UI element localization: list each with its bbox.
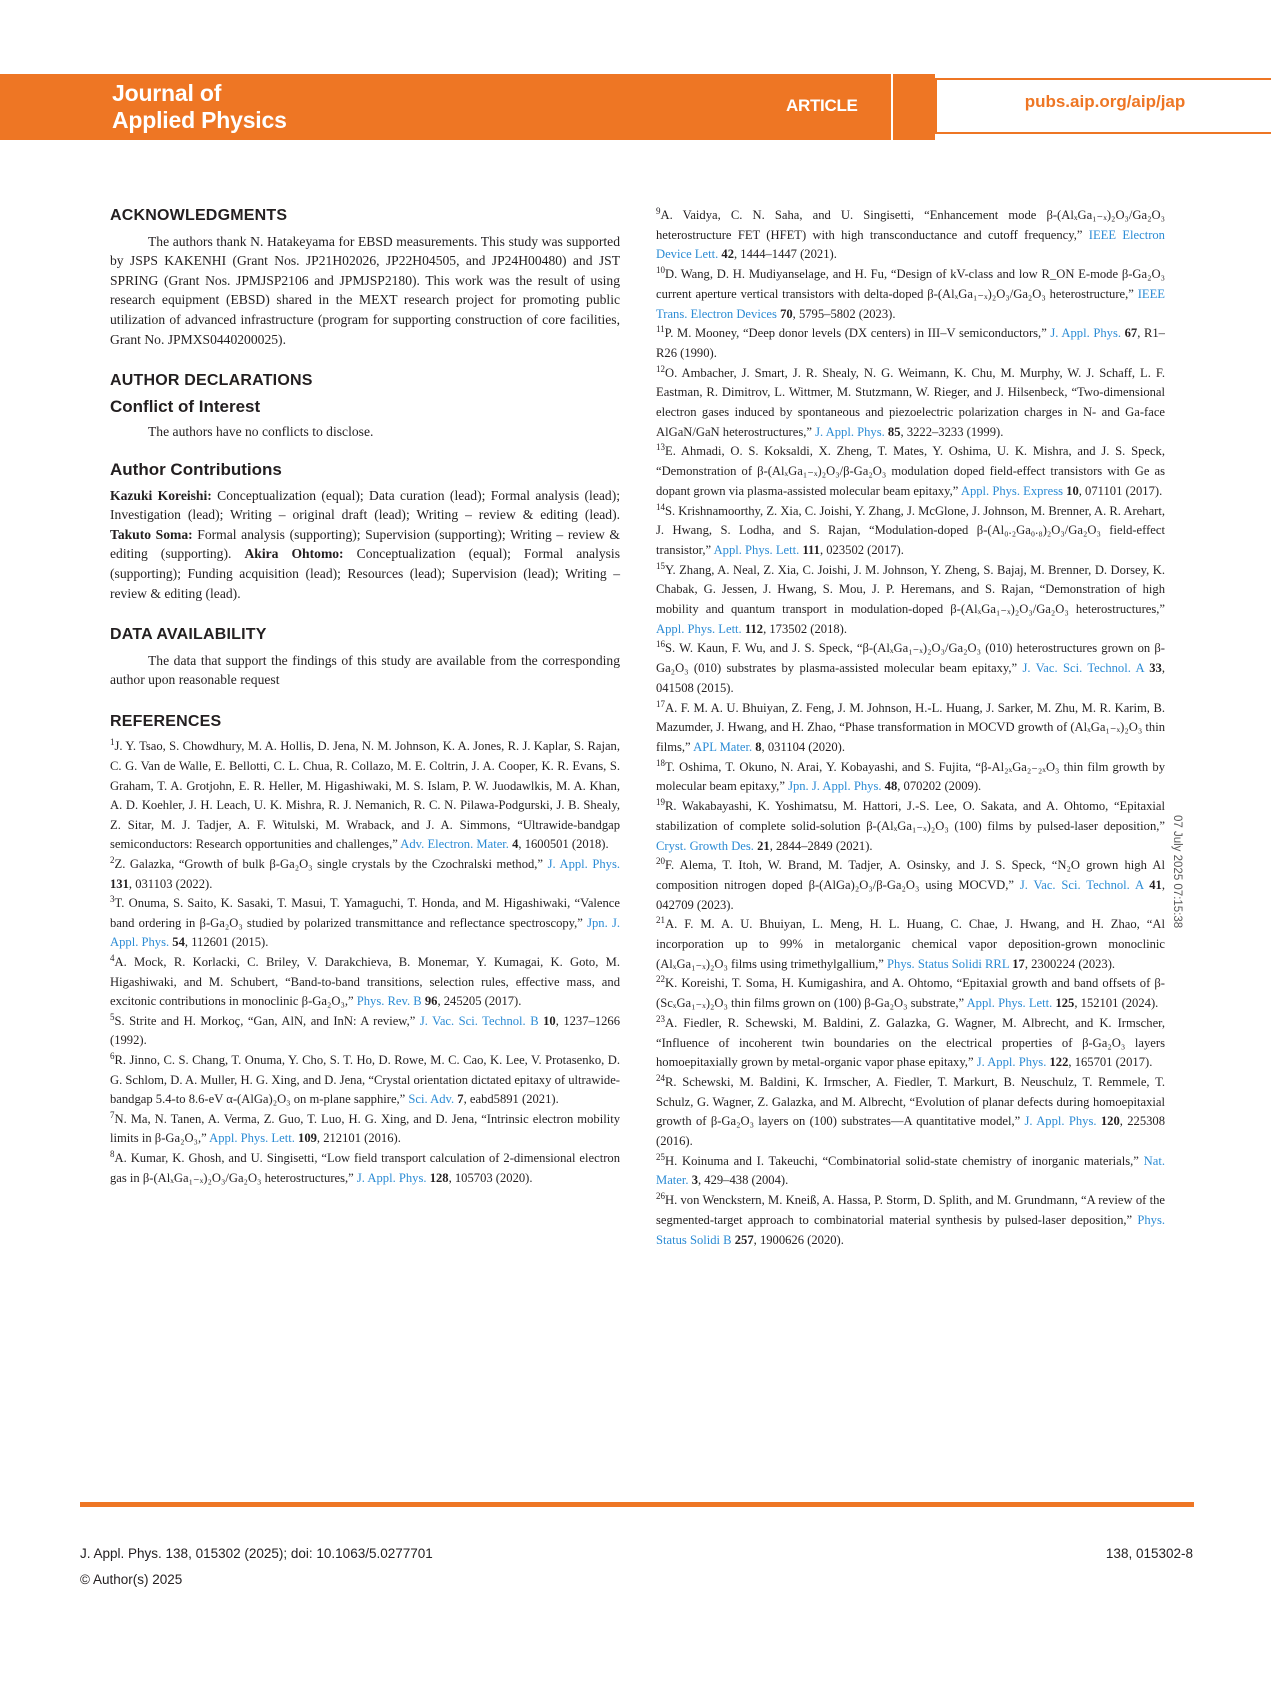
reference-item [656,1191,1165,1250]
footer-rule [80,1502,1194,1507]
reference-journal-link[interactable]: IEEE Trans. Electron Devices [656,286,1165,321]
reference-number: 12 [656,363,665,374]
reference-journal-link[interactable]: IEEE Electron Device Lett. [656,227,1165,262]
reference-pages-year: , 112601 (2015). [184,935,269,950]
reference-number: 18 [656,757,665,768]
reference-volume: 54 [172,935,185,950]
reference-item [656,1152,1165,1191]
reference-pages-year: , 1600501 (2018). [518,837,609,852]
reference-journal-link[interactable]: Phys. Rev. B [356,994,422,1009]
reference-volume: 128 [429,1170,449,1185]
reference-number: 14 [656,501,665,512]
reference-pages-year: , 105703 (2020). [448,1170,533,1185]
reference-volume: 7 [457,1092,464,1107]
reference-item [656,1014,1165,1073]
reference-pages-year: , 023502 (2017). [819,542,904,557]
reference-text: H. Koinuma and I. Takeuchi, “Combinatorial solid-state chemistry of inorganic materials,” [665,1153,1144,1168]
reference-text: E. Ahmadi, O. S. Koksaldi, X. Zheng, T. Mates, Y. Oshima, U. K. Mishra, and J. S. Speck, “Demonstration of β-(AlₓGa₁₋ₓ)₂O₃/β-Ga₂O₃ modulation doped field-effect transistors with Ge as dopant grown via plasma-assisted molecular beam epitaxy,” [656,444,1165,498]
data-availability-heading: DATA AVAILABILITY [110,626,267,644]
contributor-roles: Formal analysis (supporting); Supervision (supporting); Writing – review & editing (supporting). [110,526,620,562]
reference-number: 15 [656,560,665,571]
reference-text: F. Alema, T. Itoh, W. Brand, M. Tadjer, A. Osinsky, and J. S. Speck, “N₂O grown high Al composition nitrogen doped β-(AlGa)₂O₃/β-Ga₂O₃ using MOCVD,” [656,858,1165,892]
reference-pages-year: , 070202 (2009). [897,779,982,794]
reference-number: 23 [656,1013,665,1024]
journal-name [112,80,287,134]
journal-name-line2: Applied Physics [112,107,287,133]
reference-item [110,855,620,894]
reference-pages-year: , 173502 (2018). [763,621,848,636]
reference-pages-year: , 429–438 (2004). [697,1173,789,1188]
reference-item [656,364,1165,443]
reference-pages-year: , eabd5891 (2021). [463,1092,559,1107]
reference-item [110,894,620,953]
reference-item [656,206,1165,265]
reference-journal-link[interactable]: J. Appl. Phys. [356,1170,427,1185]
left-column [110,206,620,1188]
reference-journal-link[interactable]: Appl. Phys. Lett. [209,1131,295,1146]
journal-url-box[interactable] [935,74,1275,140]
reference-text: P. M. Mooney, “Deep donor levels (DX centers) in III–V semiconductors,” [664,326,1051,341]
reference-number: 20 [656,856,665,867]
reference-text: A. F. M. A. U. Bhuiyan, Z. Feng, J. M. Johnson, H.-L. Huang, J. Sarker, M. Zhu, M. R. Karim, B. Mazumder, J. Hwang, and H. Zhao, “Phase transformation in MOCVD growth of (AlₓGa₁₋ₓ)₂O₃ thin films,” [656,700,1165,754]
conflict-of-interest-text: The authors have no conflicts to disclose. [148,424,374,440]
reference-volume: 10 [543,1013,556,1028]
reference-item [656,797,1165,856]
reference-volume: 70 [780,306,793,321]
acknowledgments-text: The authors thank N. Hatakeyama for EBSD measurements. This study was supported by JSPS KAKENHI (Grant Nos. JP21H02026, JP22H04505, and JP24H00480) and JST SPRING (Grant Nos. JPMJSP2106 and JPMJSP2180). This work was the result of using research equipment (EBSD) shared in the MEXT research project for promoting public utilization of advanced infrastructure (program for supporting construction of core facilities, Grant No. JPMXS0440200025). [110,233,620,347]
footer-page-number: 138, 015302-8 [1105,1546,1193,1561]
reference-text: T. Oshima, T. Okuno, N. Arai, Y. Kobayashi, and S. Fujita, “β-Al₂ₓGa₂₋₂ₓO₃ thin film growth by molecular beam epitaxy,” [656,759,1165,794]
reference-pages-year: , 1237–1266 (1992). [110,1013,620,1048]
author-declarations-heading: AUTHOR DECLARATIONS [110,372,313,390]
reference-item [656,758,1165,797]
reference-volume: 21 [757,838,770,853]
contributor-name: Akira Ohtomo: [244,546,344,562]
reference-number: 1 [110,737,115,748]
reference-journal-link[interactable]: Phys. Status Solidi B [656,1212,1165,1247]
reference-number: 17 [656,698,665,709]
reference-volume: 10 [1066,483,1079,498]
reference-text: J. Y. Tsao, S. Chowdhury, M. A. Hollis, D. Jena, N. M. Johnson, K. A. Jones, R. J. Kaplar, S. Rajan, C. G. Van de Walle, E. Bellotti, C. L. Chua, R. Collazo, M. E. Coltrin, J. A. Cooper, K. R. Evans, S. Graham, T. A. Grotjohn, E. R. Heller, M. Higashiwaki, M. S. Islam, P. W. Juodawlkis, M. A. Khan, A. D. Koehler, J. H. Leach, U. K. Mishra, R. J. Nemanich, R. C. N. Pilawa-Podgurski, J. B. Shealy, Z. Sitar, M. J. Tadjer, A. F. Witulski, M. Wraback, and J. A. Simmons, “Ultrawide-bandgap semiconductors: Research opportunities and challenges,” [110,739,620,852]
reference-journal-link[interactable]: J. Vac. Sci. Technol. A [1022,661,1144,676]
author-contributions-heading: Author Contributions [110,459,282,479]
reference-pages-year: , 071101 (2017). [1078,483,1163,498]
reference-number: 13 [656,442,665,453]
reference-item [656,502,1165,561]
reference-text: A. F. M. A. U. Bhuiyan, L. Meng, H. L. Huang, C. Chae, J. Hwang, and H. Zhao, “Al incorporation up to 99% in metalorganic chemical vapor deposition-grown monoclinic (AlₓGa₁₋ₓ)₂O₃ films using trimethylgallium,” [656,917,1165,971]
reference-list-left [110,737,620,1188]
reference-number: 3 [110,894,115,905]
reference-text: N. Ma, N. Tanen, A. Verma, Z. Guo, T. Luo, H. G. Xing, and D. Jena, “Intrinsic electron mobility limits in β-Ga₂O₃,” [110,1111,620,1146]
reference-volume: 48 [884,779,898,794]
reference-text: S. Strite and H. Morkoç, “Gan, AlN, and InN: A review,” [114,1013,420,1028]
reference-number: 4 [110,952,115,963]
reference-journal-link[interactable]: APL Mater. [693,739,753,754]
reference-journal-link[interactable]: Jpn. J. Appl. Phys. [110,915,620,950]
reference-volume: 111 [802,542,820,557]
reference-item [656,324,1165,363]
reference-journal-link[interactable]: J. Appl. Phys. [976,1055,1047,1070]
reference-text: H. von Wenckstern, M. Kneiß, A. Hassa, P. Storm, D. Splith, and M. Grundmann, “A review of the segmented-target approach to combinatorial material synthesis by pulsed-laser deposition,” [656,1193,1165,1227]
contributor-roles: Conceptualization (equal); Formal analysis (supporting); Funding acquisition (lead); Resources (lead); Supervision (lead); Writing – review & editing (lead). [110,546,620,601]
reference-journal-link[interactable]: Appl. Phys. Lett. [966,996,1053,1011]
reference-pages-year: , 031104 (2020). [761,739,846,754]
reference-pages-year: , 165701 (2017). [1068,1055,1153,1070]
references-heading: REFERENCES [110,712,222,730]
reference-item [110,1051,620,1110]
reference-journal-link[interactable]: Appl. Phys. Lett. [713,542,800,557]
reference-volume: 125 [1055,996,1075,1011]
reference-journal-link[interactable]: J. Vac. Sci. Technol. A [1019,877,1144,892]
reference-item [656,1073,1165,1152]
reference-volume: 42 [721,247,734,262]
reference-text: Y. Zhang, A. Neal, Z. Xia, C. Joishi, J. M. Johnson, Y. Zheng, S. Bajaj, M. Brenner, D. Dorsey, K. Chabak, G. Jessen, J. Hwang, S. Mou, J. P. Heremans, and S. Rajan, “Demonstration of high mobility and quantum transport in modulation-doped β-(AlₓGa₁₋ₓ)₂O₃/Ga₂O₃ heterostructures,” [656,562,1165,617]
reference-text: Z. Galazka, “Growth of bulk β-Ga₂O₃ single crystals by the Czochralski method,” [114,857,548,872]
reference-pages-year: , 2300224 (2023). [1024,956,1116,971]
reference-text: O. Ambacher, J. Smart, J. R. Shealy, N. G. Weimann, K. Chu, M. Murphy, W. J. Schaff, L. F. Eastman, R. Dimitrov, L. Wittmer, M. Stutzmann, W. Rieger, and J. Hilsenbeck, “Two-dimensional electron gases induced by spontaneous and piezoelectric polarization charges in N- and Ga-face AlGaN/GaN heterostructures,” [656,365,1165,439]
reference-journal-link[interactable]: J. Appl. Phys. [1050,326,1121,341]
reference-text: A. Vaidya, C. N. Saha, and U. Singisetti, “Enhancement mode β-(AlₓGa₁₋ₓ)₂O₃/Ga₂O₃ heterostructure FET (HFET) with high transconductance and cutoff frequency,” [656,208,1165,242]
reference-number: 10 [656,264,665,275]
reference-item [656,442,1165,501]
reference-item [110,1110,620,1149]
reference-text: S. Krishnamoorthy, Z. Xia, C. Joishi, Y. Zhang, J. McGlone, J. Johnson, M. Brenner, A. R. Arehart, J. Hwang, S. Lodha, and S. Rajan, “Modulation-doped β-(Al₀.₂Ga₀.₈)₂O₃/Ga₂O₃ field-effect transistor,” [656,503,1165,557]
reference-number: 22 [656,974,665,985]
reference-journal-link[interactable]: Appl. Phys. Lett. [656,621,742,636]
conflict-of-interest-heading: Conflict of Interest [110,396,261,416]
reference-journal-link[interactable]: Cryst. Growth Des. [656,838,754,853]
reference-volume: 131 [110,876,129,891]
reference-pages-year: , 225308 (2016). [656,1114,1166,1149]
reference-journal-link[interactable]: J. Appl. Phys. [1024,1114,1097,1129]
right-column [656,206,1165,1250]
reference-item [656,974,1165,1013]
contributor-roles: Conceptualization (equal); Data curation (lead); Formal analysis (lead); Investigation (lead); Writing – original draft (lead); Writing – review & editing (lead). [110,487,620,523]
reference-volume: 33 [1149,661,1162,676]
reference-number: 25 [656,1151,665,1162]
header-divider [891,74,893,140]
reference-item [110,737,620,855]
reference-pages-year: , 041508 (2015). [656,661,1165,695]
reference-number: 24 [656,1072,665,1083]
reference-text: D. Wang, D. H. Mudiyanselage, and H. Fu, “Design of kV-class and low R_ON E-mode β-Ga₂O₃ current aperture vertical transistors with delta-doped β-(AlₓGa₁₋ₓ)₂O₃/Ga₂O₃ heterostructure,” [656,267,1165,301]
reference-number: 9 [656,205,661,216]
reference-number: 2 [110,854,115,865]
reference-text: S. W. Kaun, F. Wu, and J. S. Speck, “β-(AlₓGa₁₋ₓ)₂O₃/Ga₂O₃ (010) heterostructures grown on β-Ga₂O₃ (010) substrates by plasma-assisted molecular beam epitaxy,” [656,641,1165,676]
reference-pages-year: , 245205 (2017). [437,994,522,1009]
download-timestamp [1169,815,1189,945]
reference-volume: 120 [1100,1114,1120,1129]
journal-name-line1: Journal of [112,80,222,106]
reference-text: A. Mock, R. Korlacki, C. Briley, V. Darakchieva, B. Monemar, Y. Kumagai, K. Goto, M. Higashiwaki, and M. Schubert, “Band-to-band transitions, selection rules, effective mass, and excitonic contributions in monoclinic β-Ga₂O₃,” [110,955,620,1009]
reference-volume: 109 [298,1131,317,1146]
reference-pages-year: , 1900626 (2020). [753,1232,844,1247]
reference-pages-year: , 3222–3233 (1999). [900,424,1004,439]
reference-text: A. Kumar, K. Ghosh, and U. Singisetti, “Low field transport calculation of 2-dimensional electron gas in β-(AlₓGa₁₋ₓ)₂O₃/Ga₂O₃ heterostructures,” [110,1150,620,1185]
reference-item [110,953,620,1012]
contributor-name: Kazuki Koreishi: [110,487,212,503]
journal-url-link[interactable]: pubs.aip.org/aip/jap [1024,92,1186,111]
reference-number: 21 [656,915,665,926]
reference-journal-link[interactable]: Phys. Status Solidi RRL [887,956,1010,971]
download-timestamp-text: 07 July 2025 07:15:38 [1171,815,1183,929]
reference-pages-year: , 2844–2849 (2021). [769,838,873,853]
article-type-label: ARTICLE [786,96,858,115]
reference-journal-link[interactable]: Nat. Mater. [656,1153,1165,1188]
reference-pages-year: , 031103 (2022). [128,876,213,891]
reference-item [656,915,1165,974]
reference-item [656,561,1165,640]
reference-text: R. Schewski, M. Baldini, K. Irmscher, A. Fiedler, T. Markurt, B. Neuschulz, T. Remmele, T. Schulz, G. Wagner, Z. Galazka, and M. Albrecht, “Evolution of planar defects during homoepitaxial growth of β-Ga₂O₃ layers on (100) substrates—A quantitative model,” [656,1074,1165,1129]
reference-volume: 8 [755,739,762,754]
reference-text: T. Onuma, S. Saito, K. Sasaki, T. Masui, T. Yamaguchi, T. Honda, and M. Higashiwaki, “Valence band ordering in β-Ga₂O₃ studied by polarized transmittance and reflectance spectroscopy,” [110,896,620,930]
reference-text: R. Jinno, C. S. Chang, T. Onuma, Y. Cho, S. T. Ho, D. Rowe, M. C. Cao, K. Lee, V. Protasenko, D. G. Schlom, D. A. Muller, H. G. Xing, and D. Jena, “Crystal orientation dictated epitaxy of ultrawide-bandgap 5.4-to 8.6-eV α-(AlGa)₂O₃ on m-plane sapphire,” [110,1052,620,1107]
reference-pages-year: , 212101 (2016). [316,1131,401,1146]
reference-volume: 96 [424,994,438,1009]
contributor-name: Takuto Soma: [110,526,193,542]
reference-volume: 17 [1012,956,1025,971]
reference-journal-link[interactable]: J. Appl. Phys. [547,857,621,872]
reference-journal-link[interactable]: Adv. Electron. Mater. [400,837,509,852]
footer-copyright: © Author(s) 2025 [80,1572,183,1587]
reference-volume: 112 [744,621,764,636]
reference-number: 11 [656,324,665,335]
reference-list-right [656,206,1165,1250]
reference-volume: 85 [887,424,901,439]
reference-journal-link[interactable]: J. Appl. Phys. [815,424,885,439]
reference-item [656,856,1165,915]
reference-pages-year: , R1–R26 (1990). [656,326,1165,360]
reference-text: K. Koreishi, T. Soma, H. Kumigashira, and A. Ohtomo, “Epitaxial growth and band offsets of β-(ScₓGa₁₋ₓ)₂O₃ thin films grown on (100) β-Ga₂O₃ substrate,” [656,976,1165,1011]
reference-volume: 122 [1049,1055,1069,1070]
reference-text: R. Wakabayashi, K. Yoshimatsu, M. Hattori, J.-S. Lee, O. Sakata, and A. Ohtomo, “Epitaxial stabilization of complete solid-solution β-(AlₓGa₁₋ₓ)₂O₃ (100) films by pulsed-laser deposition,” [656,799,1165,833]
acknowledgments-heading: ACKNOWLEDGMENTS [110,207,288,224]
reference-volume: 257 [734,1232,754,1247]
reference-journal-link[interactable]: Sci. Adv. [408,1092,455,1107]
reference-item [110,1149,620,1188]
reference-pages-year: , 042709 (2023). [656,877,1165,912]
reference-volume: 4 [512,837,519,852]
footer-citation: J. Appl. Phys. 138, 015302 (2025); doi: 10.1063/5.0277701 [80,1546,433,1561]
reference-number: 6 [110,1050,115,1061]
reference-number: 5 [110,1011,115,1022]
reference-item [656,639,1165,698]
reference-journal-link[interactable]: Jpn. J. Appl. Phys. [788,779,882,794]
reference-volume: 3 [691,1173,698,1188]
reference-number: 7 [110,1109,115,1120]
reference-number: 26 [656,1190,665,1201]
reference-number: 8 [110,1148,115,1159]
reference-pages-year: , 152101 (2024). [1074,996,1159,1011]
data-availability-text: The data that support the findings of this study are available from the corresponding author upon reasonable request [110,652,620,688]
reference-item [656,699,1165,758]
reference-volume: 41 [1149,877,1162,892]
reference-number: 16 [656,639,665,650]
reference-pages-year: , 1444–1447 (2021). [734,247,837,262]
journal-header [0,74,1275,140]
reference-item [110,1012,620,1051]
author-contributions-text [110,486,620,604]
reference-item [656,265,1165,324]
reference-journal-link[interactable]: J. Vac. Sci. Technol. B [419,1013,539,1028]
reference-volume: 67 [1124,326,1138,341]
reference-pages-year: , 5795–5802 (2023). [792,306,896,321]
reference-journal-link[interactable]: Appl. Phys. Express [960,483,1063,498]
reference-number: 19 [656,796,665,807]
reference-text: A. Fiedler, R. Schewski, M. Baldini, Z. Galazka, G. Wagner, M. Albrecht, and K. Irmscher, “Influence of incoherent twin boundaries on the electrical properties of β-Ga₂O₃ layers homoepitaxially grown by metal-organic vapor phase epitaxy,” [656,1015,1165,1070]
